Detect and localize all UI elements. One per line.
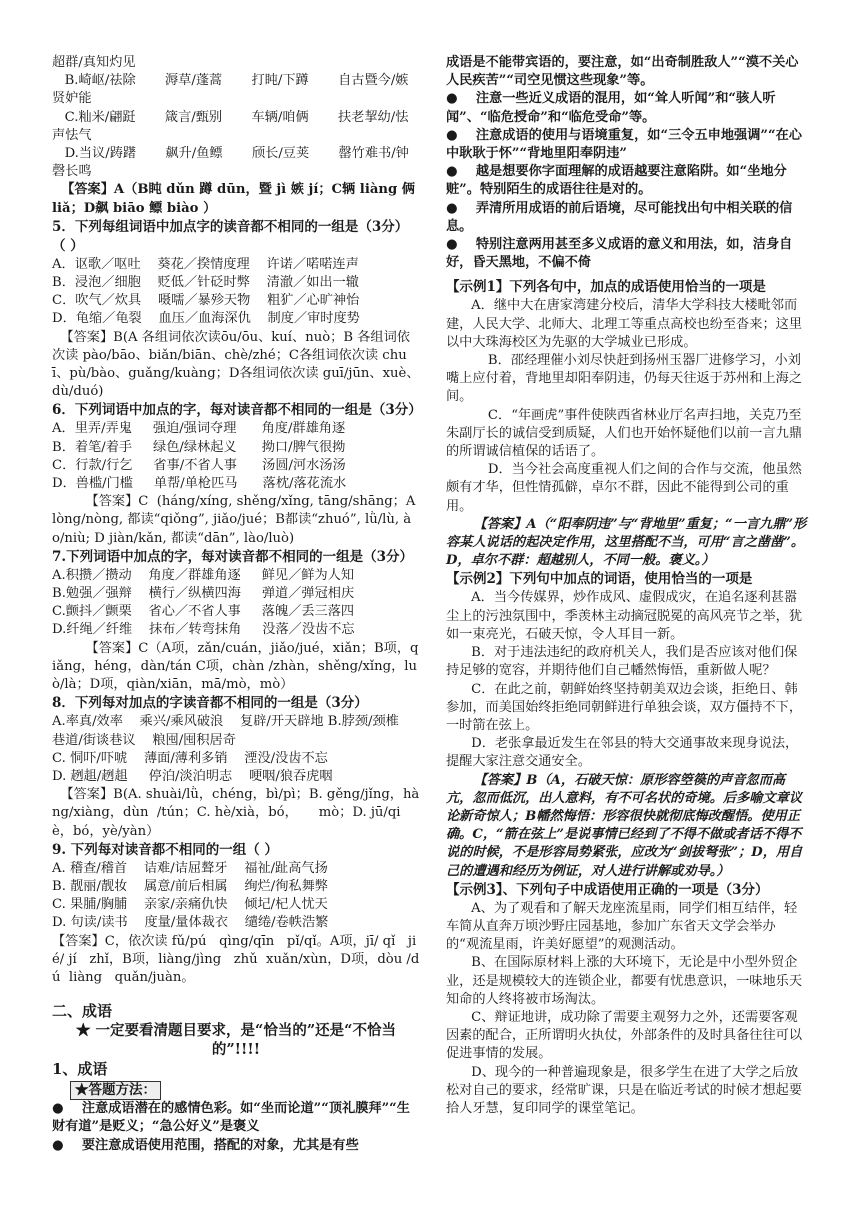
tip-bullet-5: ● 越是想要你字面理解的成语越要注意陷阱。如“坐地分赃”。特别陌生的成语往往是对的。 xyxy=(446,164,787,198)
example-1-answer: 【答案】A（“阳奉阴违”与“背地里”重复；“一言九鼎”形容某人说话的起决定作用，这里搭配不当，可用“言之凿凿”。D，卓尔不群：超越别人，不同一般。褒义。） xyxy=(446,516,807,569)
q7-option-a: A.积攒／攒动 角度／群雄角逐 鲜见／鲜为人知 xyxy=(52,567,355,583)
q7-block xyxy=(52,548,420,694)
section-2-title: 二、成语 xyxy=(52,1002,113,1021)
example-2-title: 【示例2】下列句中加点的词语，使用恰当的一项是 xyxy=(446,571,753,588)
left-column xyxy=(52,54,420,1155)
q9-option-b: B. 靓丽/靓妆 属意/前后相属 绚烂/徇私舞弊 xyxy=(52,878,328,894)
q9-block xyxy=(52,841,420,987)
q4-option-b: B.崎岖/祛除 溽草/蓬蒿 打盹/下蹲 自古暨今/嫉贤妒能 xyxy=(52,73,409,107)
q4-answer: 【答案】A（B盹 dǔn 蹲 dūn，暨 jì 嫉 jí；C辆 liàng 俩 liǎ；D飙 biāo 鳔 biào ） xyxy=(52,182,420,216)
q8-answer: 【答案】B(A. shuài/lǜ，chéng，bì/pì；B. gěng/jǐng，hàng/xiàng，dùn /tún；C. hè/xià，bó， mò；D. jū/qiè，bó，yè/yàn） xyxy=(52,787,420,839)
example-1 xyxy=(446,278,808,570)
q4-block xyxy=(52,54,420,218)
tip-bullet-3: ● 注意一些近义成语的混用，如“耸人听闻”和“骇人听闻”、“临危授命”和“临危受命”等。 xyxy=(446,91,776,125)
example-2 xyxy=(446,570,808,880)
example-3-option-a: A、为了观看和了解天龙座流星雨，同学们相互结伴，轻车简从直奔万顷沙野庄园基地，参加广东省天文学会举办的“观流星雨，许美好愿望”的观测活动。 xyxy=(446,900,798,953)
q6-option-d: D．兽槛/门槛 单帮/单枪匹马 落枕/落花流水 xyxy=(52,476,347,492)
q6-answer: 【答案】C (háng/xíng, shěng/xǐng, tāng/shāng；A lòng/nòng, 都读“qiǒng”, jiǎo/jué；B都读“zhuó”, lǜ/lù, ào/niù; D jiàn/kǎn, 都读“dān”, lào/luò) xyxy=(52,494,420,546)
example-3-option-d: D、现今的一种普遍现象是，很多学生在进了大学之后放松对自己的要求，经常旷课，只是在临近考试的时候才想起要拾人牙慧，复印同学的课堂笔记。 xyxy=(446,1064,803,1116)
section-gap xyxy=(52,987,420,1001)
tip-bullet-2-cont: 成语是不能带宾语的，要注意，如“出奇制胜敌人”“漠不关心人民疾苦”“司空见惯这些现象”等。 xyxy=(446,55,799,89)
q5-option-d: D．龟缩／龟裂 血压／血海深仇 制度／审时度势 xyxy=(52,311,360,327)
q7-option-c: C.颤抖／颤栗 省心／不省人事 落魄／丢三落四 xyxy=(52,604,355,620)
q8-option-c: C. 恫吓/吓唬 薄面/薄利多销 湮没/没齿不忘 xyxy=(52,750,328,766)
section-2-warning: ★ 一定要看清题目要求，是“恰当的”还是“不恰当的”!!!! xyxy=(75,1022,397,1059)
right-column xyxy=(446,54,808,1118)
example-1-title: 【示例1】下列各句中，加点的成语使用恰当的一项是 xyxy=(446,279,766,296)
tips-block xyxy=(446,54,808,272)
example-1-option-a: A．继中大在唐家湾建分校后，清华大学科技大楼毗邻而建，人民大学、北师大、北理工等重点高校也纷至沓来；这里以中大珠海校区为先驱的大学城业已形成。 xyxy=(446,298,803,350)
q6-title: 6．下列词语中加点的字，每对读音都不相同的一组是（3分） xyxy=(52,402,422,419)
q6-option-c: C．行款/行乞 省事/不省人事 汤圆/河水汤汤 xyxy=(52,457,346,473)
q5-option-b: B．浸泡／细胞 贬低／针砭时弊 清澈／如出一辙 xyxy=(52,275,359,291)
example-3 xyxy=(446,881,808,1118)
tip-bullet-1: ● 注意成语潜在的感情色彩。如“坐而论道”“顶礼膜拜”“生财有道”是贬义；“急公好义”是褒义 xyxy=(52,1101,410,1135)
q7-option-d: D.纤绳／纤维 抹布／转弯抹角 没落／没齿不忘 xyxy=(52,622,355,638)
q6-block xyxy=(52,401,420,547)
q9-option-a: A. 稽查/稽首 诘难/诘屈聱牙 福祉/趾高气扬 xyxy=(52,860,328,876)
q4-line-1: 超群/真知灼见 xyxy=(52,55,136,70)
example-3-title: 【示例3】、下列句子中成语使用正确的一项是（3分） xyxy=(446,881,769,898)
q9-answer: 【答案】C，依次读 fǔ/pú qìng/qīn pǐ/qǐ。A项，jī/ qǐ jié/ jí zhǐ，B项，liàng/jìng zhǔ xuǎn/xùn，D项，dòu /dú liàng quǎn/juàn。 xyxy=(52,933,420,985)
q8-block xyxy=(52,694,420,840)
q4-option-c: C.籼米/翩跹 箴言/甄别 车辆/咱俩 扶老挈幼/怯声怯气 xyxy=(52,109,409,143)
example-1-option-d: D．当今社会高度重视人们之间的合作与交流，他虽然颇有才华，但性情孤僻，卓尔不群，因此不能得到公司的重用。 xyxy=(446,462,802,514)
section-2 xyxy=(52,1001,420,1155)
example-3-option-c: C、辩证地讲，成功除了需要主观努力之外，还需要客观因素的配合，正所谓明火执仗，外部条件的及时具备往往可以促进事情的发展。 xyxy=(446,1009,803,1062)
tip-bullet-4: ● 注意成语的使用与语境重复，如“三令五申地强调”“在心中耿耿于怀”“背地里阳奉阴违” xyxy=(446,127,802,162)
q8-title: 8．下列每对加点的字读音都不相同的一组是（3分） xyxy=(52,695,368,712)
q7-option-b: B.勉强／强辩 横行／纵横四海 弹道／弹冠相庆 xyxy=(52,586,355,602)
example-2-option-a: A．当今传媒界，炒作成风、虚假成灾，在追名逐利甚嚣尘上的污浊氛围中，季羡林主动摘冠脱冕的高风亮节之举，犹如一束亮光，石破天惊，令人耳目一新。 xyxy=(446,590,803,642)
example-2-option-b: B．对于违法违纪的政府机关人，我们是否应该对他们保持足够的宽容，并期待他们自己幡然悔悟，重新做人呢？ xyxy=(446,645,798,679)
q6-option-a: A．里弄/弄鬼 强迫/强词夺理 角度/群雄角逐 xyxy=(52,421,346,437)
q4-option-d: D.当议/踌躇 飙升/鱼鳔 颀长/豆荚 罄竹难书/钟磬长鸣 xyxy=(52,146,409,180)
q7-title: 7.下列词语中加点的字，每对读音都不相同的一组是（3分） xyxy=(52,548,413,565)
example-2-option-c: C．在此之前，朝鲜始终坚持朝美双边会谈，拒绝日、韩参加，而美国始终拒绝同朝鲜进行单独会谈，双方僵持不下，一时箭在弦上。 xyxy=(446,681,803,733)
q6-option-b: B．着笔/着手 绿色/绿林起义 拗口/脾气很拗 xyxy=(52,439,346,455)
subsection-1-title: 1、成语 xyxy=(52,1060,108,1079)
answer-method-tag: ★答题方法： xyxy=(70,1081,161,1100)
q9-title: 9. 下列每对读音都不相同的一组（ ） xyxy=(52,841,278,858)
example-2-answer: 【答案】B（A，石破天惊：原形容箜篌的声音忽而高亢，忽而低沉，出人意料，有不可名状的奇境。后多喻文章议论新奇惊人；B幡然悔悟：形容很快就彻底悔改醒悟。使用正确。C，“箭在弦上”是说事情已经到了不得不做或者话不得不说的时候，不是形容局势紧张，应改为“剑拔弩张”；D，用自己的遭遇和经历为例证，对人进行讲解或劝导。） xyxy=(446,772,803,879)
q5-option-c: C．吹气／炊具 嗫嚅／暴殄天物 粗犷／心旷神怡 xyxy=(52,293,360,309)
example-1-option-c: C．“年画虎”事件使陕西省林业厅名声扫地，关克乃至朱副厅长的诚信受到质疑，人们也开始怀疑他们以前一言九鼎的所谓诚信植保的话语了。 xyxy=(446,407,803,460)
q5-option-a: A．讴歌／呕吐 葵花／揆情度理 许诺／喏喏连声 xyxy=(52,256,359,272)
q9-option-d: D. 句读/读书 度量/量体裁衣 缱绻/卷帙浩繁 xyxy=(52,915,329,931)
example-3-option-b: B、在国际原材料上涨的大环境下，无论是中小型外贸企业，还是规模较大的连锁企业，都要有忧患意识，一味地乐天知命的人终将被市场淘汰。 xyxy=(446,955,803,1007)
tip-bullet-2: ● 要注意成语使用范围，搭配的对象，尤其是有些 xyxy=(52,1137,359,1153)
q8-option-ab: A.率真/效率 乘兴/乘风破浪 复辟/开天辟地 B.脖颈/颈椎 巷道/街谈巷议 粮囤/囤积居奇 xyxy=(52,714,420,748)
example-1-option-b: B．邵经理催小刘尽快赶到扬州玉器厂进修学习，小刘嘴上应付着，背地里却阳奉阴违，仍每天往返于苏州和上海之间。 xyxy=(446,353,803,405)
tip-bullet-7: ● 特别注意两用甚至多义成语的意义和用法，如，洁身自好，昏天黑地，不偏不倚 xyxy=(446,237,793,271)
example-2-option-d: D．老张拿最近发生在邻县的特大交通事故来现身说法，提醒大家注意交通安全。 xyxy=(446,736,799,770)
q5-block xyxy=(52,218,420,402)
tip-bullet-6: ● 弄清所用成语的前后语境，尽可能找出句中相关联的信息。 xyxy=(446,200,793,234)
q5-answer: 【答案】B(A 各组词依次读ōu/ōu、kuí、nuò；B 各组词依次读 pào/bāo、biǎn/biān、chè/zhé；C各组词依次读 chuī、pù/bào、guǎng/kuàng；D各组词依次读 guī/jūn、xuè、dù/duó) xyxy=(52,329,420,400)
q5-title: 5．下列每组词语中加点字的读音都不相同的一组是（3分） （ ） xyxy=(52,218,409,254)
q7-answer: 【答案】C（A项，zǎn/cuán，jiǎo/jué，xiǎn；B项，qiǎng，héng，dàn/tán C项，chàn /zhàn，shěng/xǐng，luò/là；D项，qiàn/xiān，mā/mò，mò） xyxy=(52,640,419,693)
q9-option-c: C. 果脯/胸脯 亲家/亲痛仇快 倾圮/杞人忧天 xyxy=(52,897,328,913)
q8-option-d: D. 趔趄/趔趄 停泊/淡泊明志 哽咽/狼吞虎咽 xyxy=(52,768,333,784)
